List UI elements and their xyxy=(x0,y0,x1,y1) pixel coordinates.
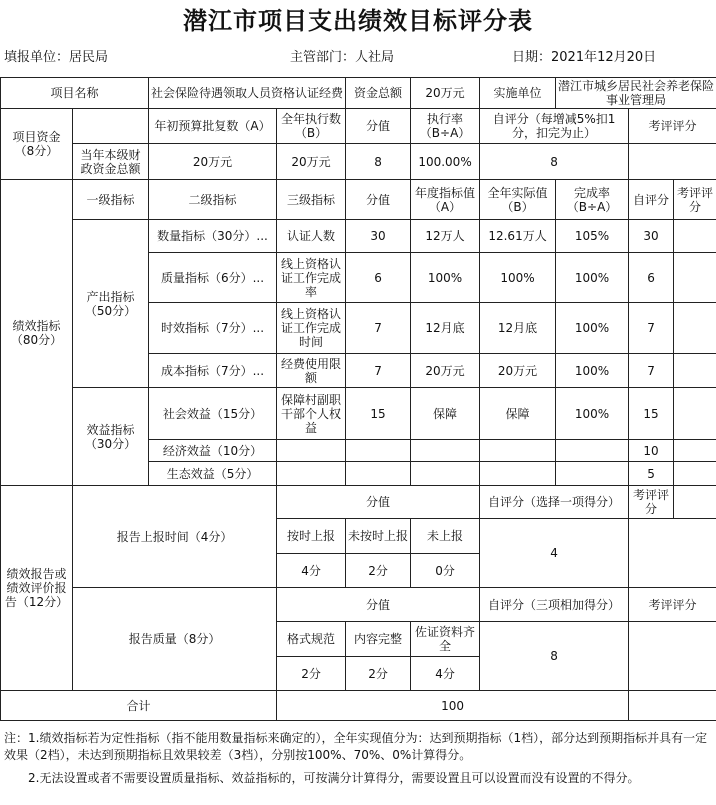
perf-target-header: 年度指标值（A） xyxy=(411,180,480,220)
perf-review xyxy=(674,303,716,354)
report-quality-score-header: 分值 xyxy=(277,588,480,622)
exec-rate-value: 100.00% xyxy=(411,144,480,180)
total-funds-value: 20万元 xyxy=(411,78,480,109)
funds-self-score: 8 xyxy=(480,144,629,180)
perf-self: 7 xyxy=(629,303,674,354)
perf-review xyxy=(674,440,716,462)
perf-score: 6 xyxy=(346,253,411,303)
evidence-option: 佐证资料齐全 xyxy=(411,622,480,657)
perf-level2: 经济效益（10分） xyxy=(149,440,277,462)
perf-self: 7 xyxy=(629,354,674,388)
perf-self-header: 自评分 xyxy=(629,180,674,220)
score-table xyxy=(0,77,716,721)
perf-rate-header: 完成率（B÷A） xyxy=(556,180,629,220)
perf-level2-header: 二级指标 xyxy=(149,180,277,220)
late-option: 未按时上报 xyxy=(346,519,411,554)
note-1: 注：1.绩效指标若为定性指标（指不能用数量指标来确定的），全年实现值分为：达到预期指标（1档），部分达到预期指标并具有一定效果（2档），未达到预期指标且效果较差（3档），分别按100%、70%、0%计算得分。 xyxy=(4,731,708,762)
perf-actual: 12.61万人 xyxy=(480,220,556,253)
perf-score: 15 xyxy=(346,388,411,440)
perf-level2: 质量指标（6分）... xyxy=(149,253,277,303)
note-2: 2.无法设置或者不需要设置质量指标、效益指标的，可按满分计算得分，需要设置且可以设置而没有设置的不得分。 xyxy=(28,771,640,785)
report-time-review-score xyxy=(629,519,716,588)
budget-value: 20万元 xyxy=(149,144,277,180)
funds-review-score xyxy=(629,144,716,180)
perf-review xyxy=(674,462,716,486)
perf-level3: 认证人数 xyxy=(277,220,346,253)
report-quality-self-score: 8 xyxy=(480,622,629,691)
perf-self: 10 xyxy=(629,440,674,462)
perf-target: 12万人 xyxy=(411,220,480,253)
page-title: 潜江市项目支出绩效目标评分表 xyxy=(183,6,533,35)
report-quality-header-row xyxy=(1,588,716,622)
perf-level3: 保障村副职干部个人权益 xyxy=(277,388,346,440)
perf-actual: 保障 xyxy=(480,388,556,440)
perf-actual: 100% xyxy=(480,253,556,303)
output-indicator-label: 产出指标（50分） xyxy=(73,220,149,388)
perf-score: 7 xyxy=(346,303,411,354)
complete-score: 2分 xyxy=(346,657,411,691)
late-score: 2分 xyxy=(346,554,411,588)
perf-review xyxy=(674,220,716,253)
perf-level3-header: 三级指标 xyxy=(277,180,346,220)
funds-review-header: 考评评分 xyxy=(629,109,716,144)
report-time-self-score: 4 xyxy=(480,519,629,588)
perf-row xyxy=(1,388,716,440)
report-quality-label: 报告质量（8分） xyxy=(73,588,277,691)
perf-target: 20万元 xyxy=(411,354,480,388)
funds-data-row xyxy=(1,144,716,180)
total-funds-label: 资金总额 xyxy=(346,78,411,109)
perf-level2: 社会效益（15分） xyxy=(149,388,277,440)
perf-target xyxy=(411,440,480,462)
report-time-review-header: 考评评分 xyxy=(629,486,674,519)
perf-level3 xyxy=(277,462,346,486)
perf-target: 保障 xyxy=(411,388,480,440)
perf-rate: 100% xyxy=(556,388,629,440)
benefit-indicator-label: 效益指标（30分） xyxy=(73,388,149,486)
perf-actual xyxy=(480,462,556,486)
perf-rate xyxy=(556,440,629,462)
not-reported-option: 未上报 xyxy=(411,519,480,554)
supervising-dept: 主管部门：人社局 xyxy=(290,50,395,65)
perf-level2: 时效指标（7分）... xyxy=(149,303,277,354)
total-label: 合计 xyxy=(1,691,277,721)
funds-header-row xyxy=(1,109,716,144)
perf-rate: 100% xyxy=(556,303,629,354)
perf-level2: 成本指标（7分）... xyxy=(149,354,277,388)
impl-unit-label: 实施单位 xyxy=(480,78,556,109)
perf-level3 xyxy=(277,440,346,462)
funds-section-label: 项目资金（8分） xyxy=(1,109,73,180)
perf-score xyxy=(346,462,411,486)
report-quality-review-score xyxy=(629,622,716,691)
perf-score xyxy=(346,440,411,462)
exec-header: 全年执行数（B） xyxy=(277,109,346,144)
project-row xyxy=(1,78,716,109)
perf-level1-header: 一级指标 xyxy=(73,180,149,220)
report-quality-review-header: 考评评分 xyxy=(629,588,716,622)
report-time-self-header: 自评分（选择一项得分） xyxy=(480,486,629,519)
perf-header-row xyxy=(1,180,716,220)
total-row xyxy=(1,691,716,721)
project-name-label: 项目名称 xyxy=(1,78,149,109)
report-time-blank xyxy=(674,486,716,519)
perf-target xyxy=(411,462,480,486)
report-time-label: 报告上报时间（4分） xyxy=(73,486,277,588)
project-name-value: 社会保险待遇领取人员资格认证经费 xyxy=(149,78,346,109)
perf-rate: 100% xyxy=(556,253,629,303)
budget-header: 年初预算批复数（A） xyxy=(149,109,277,144)
perf-rate: 100% xyxy=(556,354,629,388)
score-header: 分值 xyxy=(346,109,411,144)
funds-score: 8 xyxy=(346,144,411,180)
perf-actual: 12月底 xyxy=(480,303,556,354)
exec-value: 20万元 xyxy=(277,144,346,180)
perf-rate: 105% xyxy=(556,220,629,253)
evidence-score: 4分 xyxy=(411,657,480,691)
perf-row xyxy=(1,220,716,253)
complete-option: 内容完整 xyxy=(346,622,411,657)
format-score: 2分 xyxy=(277,657,346,691)
funds-row-label: 当年本级财政资金总额 xyxy=(73,144,149,180)
total-value: 100 xyxy=(277,691,629,721)
perf-score: 30 xyxy=(346,220,411,253)
perf-review xyxy=(674,388,716,440)
perf-level3: 线上资格认证工作完成率 xyxy=(277,253,346,303)
report-date: 日期：2021年12月20日 xyxy=(512,50,657,65)
perf-level2: 生态效益（5分） xyxy=(149,462,277,486)
perf-self: 5 xyxy=(629,462,674,486)
total-review xyxy=(629,691,716,721)
funds-self-header: 自评分（每增减5%扣1分，扣完为止） xyxy=(480,109,629,144)
format-option: 格式规范 xyxy=(277,622,346,657)
perf-section-label: 绩效指标（80分） xyxy=(1,180,73,486)
report-time-score-header: 分值 xyxy=(277,486,480,519)
perf-self: 6 xyxy=(629,253,674,303)
perf-review xyxy=(674,354,716,388)
perf-level3: 经费使用限额 xyxy=(277,354,346,388)
report-section-label: 绩效报告或绩效评价报告（12分） xyxy=(1,486,73,691)
perf-score-header: 分值 xyxy=(346,180,411,220)
perf-actual-header: 全年实际值（B） xyxy=(480,180,556,220)
perf-actual: 20万元 xyxy=(480,354,556,388)
impl-unit-value: 潜江市城乡居民社会养老保险事业管理局 xyxy=(556,78,716,109)
perf-level3: 线上资格认证工作完成时间 xyxy=(277,303,346,354)
perf-score: 7 xyxy=(346,354,411,388)
report-time-header-row xyxy=(1,486,716,519)
on-time-option: 按时上报 xyxy=(277,519,346,554)
perf-target: 100% xyxy=(411,253,480,303)
perf-actual xyxy=(480,440,556,462)
perf-self: 15 xyxy=(629,388,674,440)
not-reported-score: 0分 xyxy=(411,554,480,588)
perf-rate xyxy=(556,462,629,486)
on-time-score: 4分 xyxy=(277,554,346,588)
funds-blank xyxy=(73,109,149,144)
perf-target: 12月底 xyxy=(411,303,480,354)
perf-self: 30 xyxy=(629,220,674,253)
perf-review xyxy=(674,253,716,303)
report-quality-self-header: 自评分（三项相加得分） xyxy=(480,588,629,622)
exec-rate-header: 执行率（B÷A） xyxy=(411,109,480,144)
filing-unit: 填报单位：居民局 xyxy=(4,50,109,65)
perf-level2: 数量指标（30分）... xyxy=(149,220,277,253)
perf-review-header: 考评评分 xyxy=(674,180,716,220)
